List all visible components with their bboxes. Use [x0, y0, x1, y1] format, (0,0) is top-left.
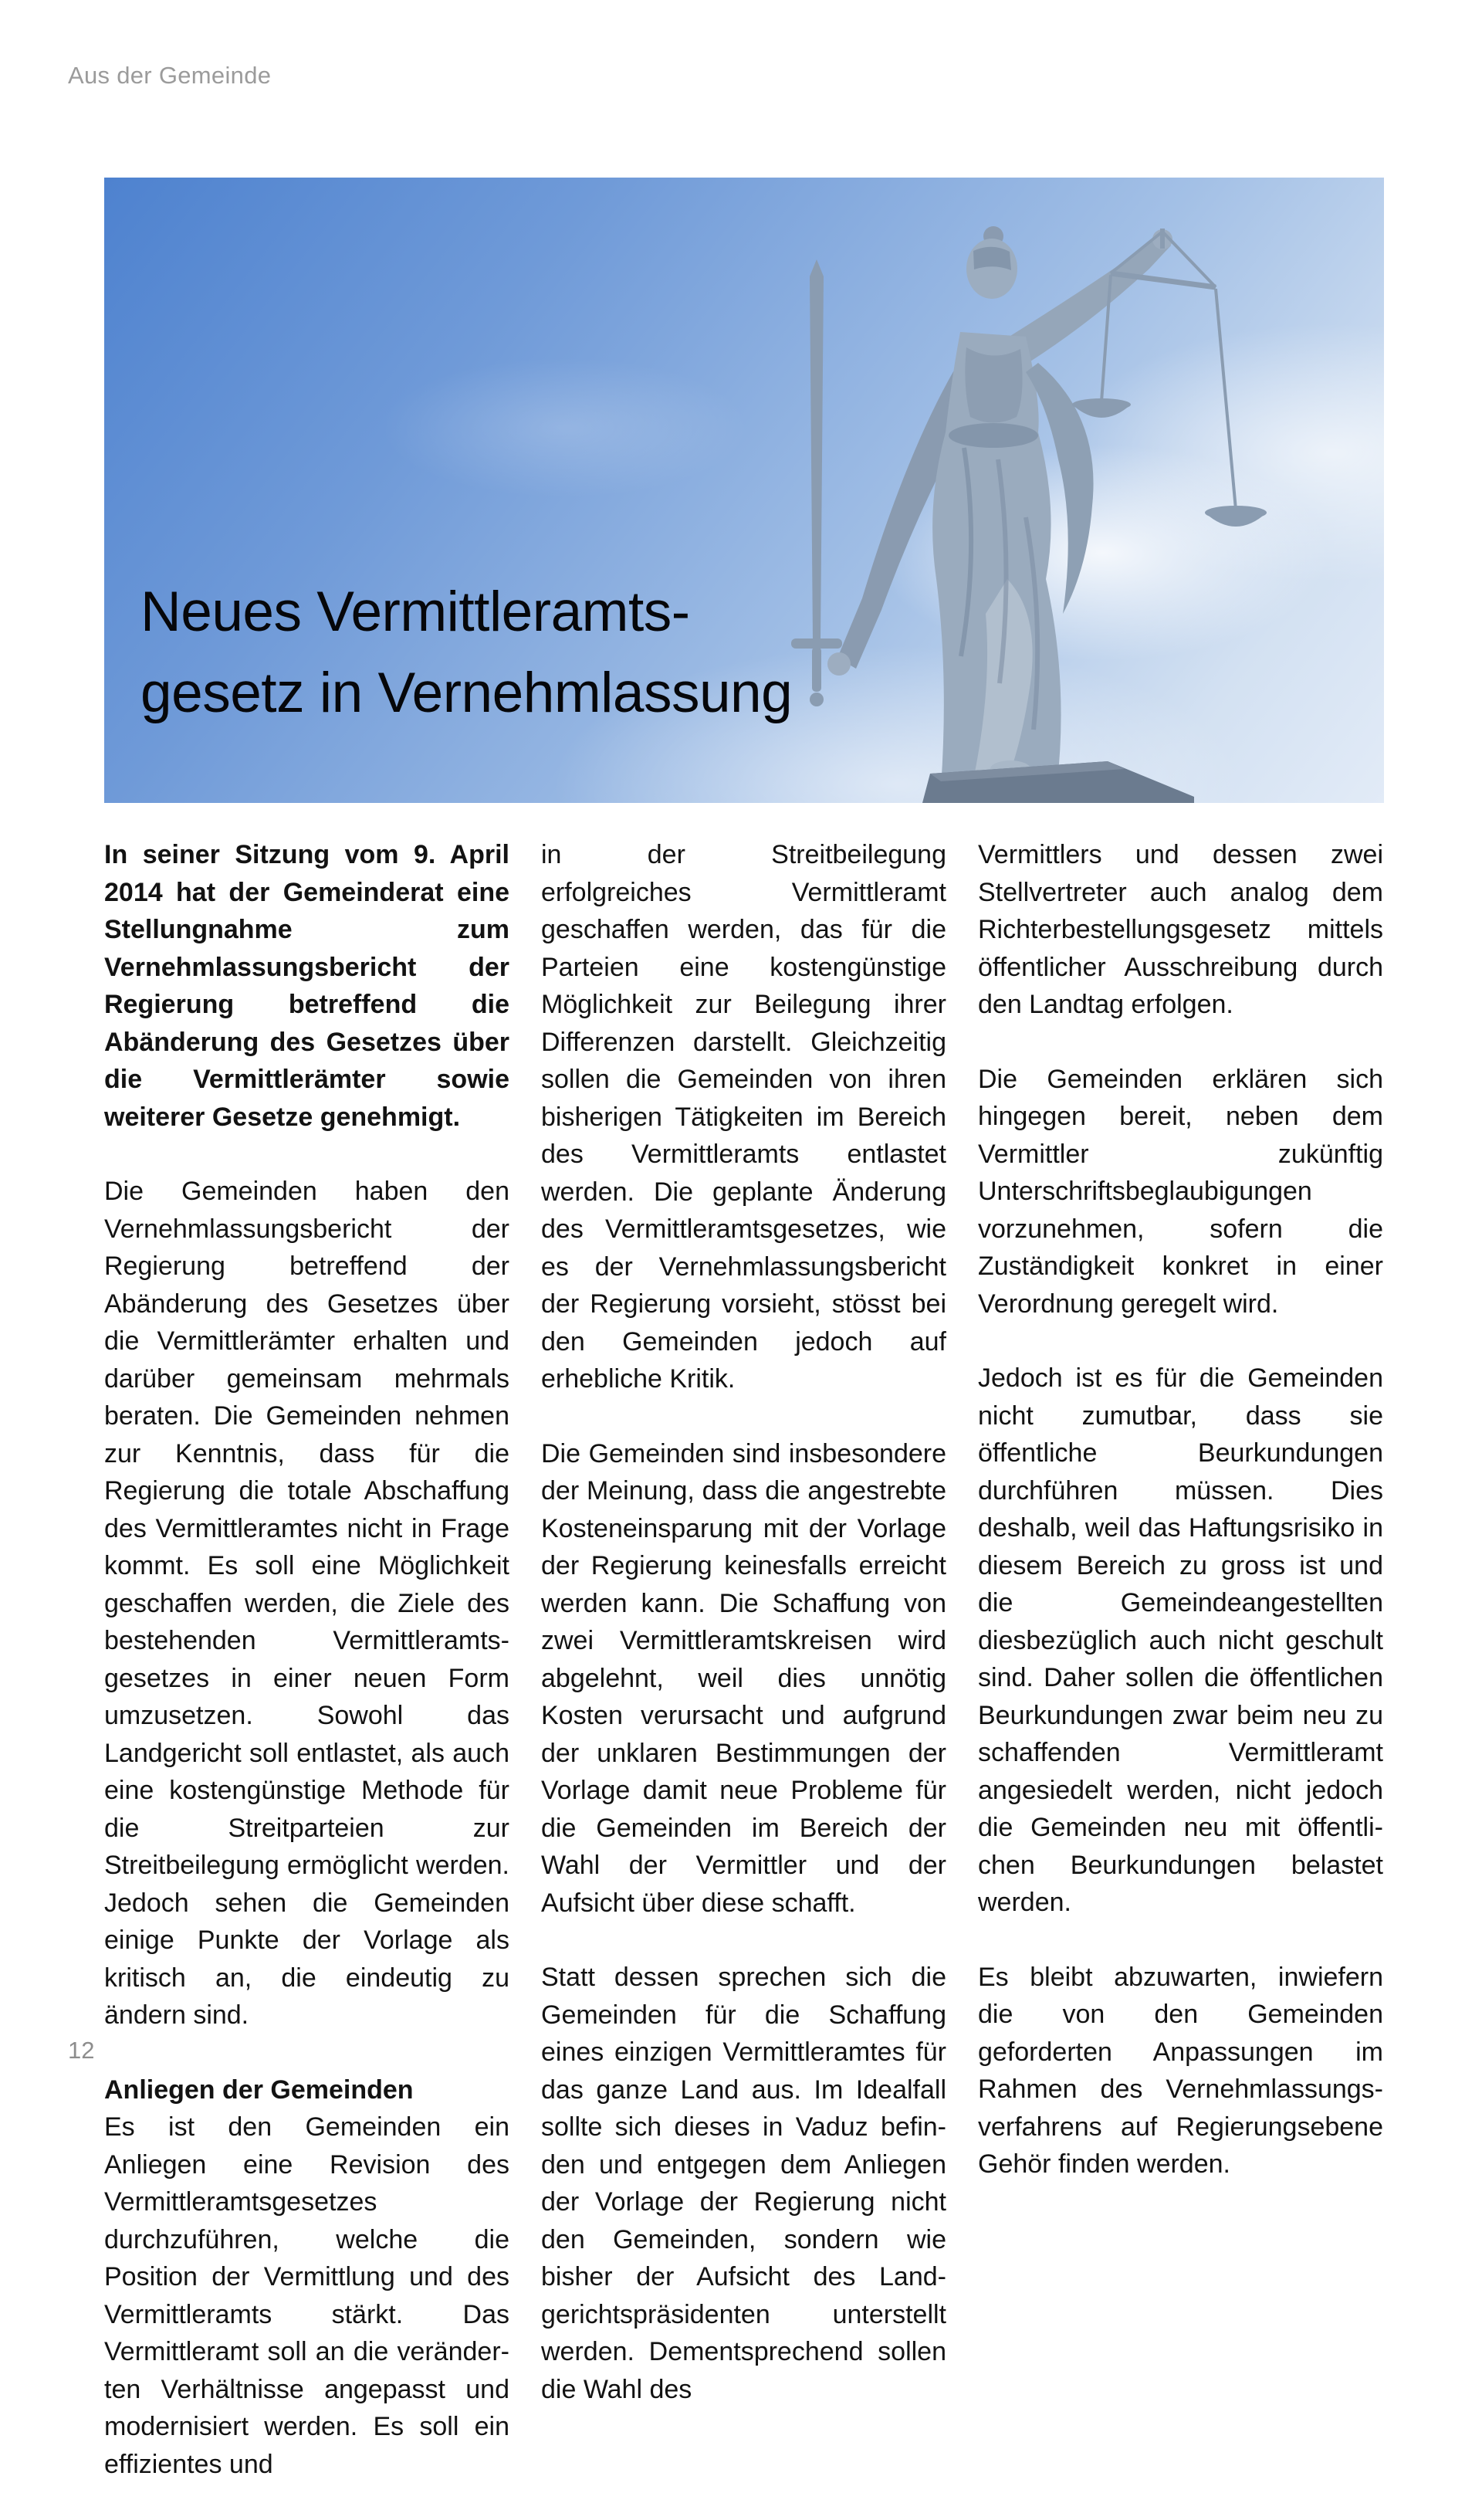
subheading: Anliegen der Gemeinden [104, 2075, 414, 2105]
lead-paragraph: In seiner Sitzung vom 9. April 2014 hat der Gemeinderat eine Stellungnahme zum Vernehmlassungsbericht der Regierung betreffend die Abänderung des Gesetzes über die Vermittlerämter sowie weiterer Gesetze genehmigt. [104, 840, 509, 1132]
body-paragraph: Vermittlers und dessen zwei Stellvertreter auch analog dem Richterbestellungsgesetz mittels öffentlicher Ausschreibung durch den Landtag erfolgen. [978, 840, 1383, 1019]
article-column-3 [978, 836, 1383, 2520]
body-paragraph: Es ist den Gemeinden ein Anliegen eine Revision des Vermittleramtsgesetzes durchzuführen, welche die Position der Vermittlung und des Vermittleramts stärkt. Das Vermittleramt soll an die veränderten Verhältnisse angepasst und modernisiert werden. Es soll ein effizientes und [104, 2112, 509, 2479]
body-paragraph: Die Gemeinden sind insbesondere der Meinung, dass die angestrebte Kosteneinsparung mit der Vorlage der Regierung keinesfalls erreicht werden kann. Die Schaffung von zwei Vermittleramtskreisen wird abgelehnt, weil dies unnötig Kosten verursacht und aufgrund der unklaren Bestimmungen der Vorlage damit neue Probleme für die Gemeinden im Bereich der Wahl der Vermittler und der Aufsicht über diese schafft. [541, 1438, 946, 1918]
body-paragraph: Statt dessen sprechen sich die Gemeinden für die Schaffung eines einzigen Vermittleramtes für das ganze Land aus. Im Idealfall sollte sich dieses in Vaduz befinden und entgegen dem Anliegen der Vorlage der Regierung nicht den Gemeinden, sondern wie bisher der Aufsicht des Landgerichtspräsidenten unterstellt werden. Dementsprechend sollen die Wahl des [541, 1963, 946, 2404]
page-number: 12 [68, 2037, 95, 2064]
body-paragraph: in der Streitbeilegung erfolgreiches Vermittleramt geschaffen werden, das für die Parteien eine kostengünstige Möglichkeit zur Beilegung ihrer Differenzen darstellt. Gleichzeitig sollen die Gemeinden von ihren bisherigen Tätigkeiten im Bereich des Vermittleramts entlastet werden. Die geplante Änderung des Vermittleramtsgesetzes, wie es der Vernehmlassungsbericht der Regierung vorsieht, stösst bei den Gemeinden jedoch auf erhebliche Kritik. [541, 840, 946, 1394]
article-title [140, 571, 792, 733]
section-label: Aus der Gemeinde [68, 62, 272, 89]
article-column-2 [541, 836, 946, 2520]
body-paragraph: Die Gemeinden erklären sich hingegen bereit, neben dem Vermittler zukünftig Unterschriftsbeglaubigungen vorzunehmen, sofern die Zuständigkeit konkret in einer Verordnung geregelt wird. [978, 1064, 1383, 1319]
statue-figure [827, 226, 1172, 788]
article-title-line2: gesetz in Vernehmlassung [140, 662, 793, 724]
article-column-1 [104, 836, 509, 2520]
justitia-statue-illustration [739, 178, 1379, 803]
article-title-line1: Neues Vermittleramts- [140, 581, 690, 643]
body-paragraph: Es bleibt abzuwarten, inwiefern die von den Gemeinden geforderten Anpassungen im Rahmen des Vernehmlassungsverfahrens auf Regierungsebene Gehör finden werden. [978, 1962, 1383, 2179]
body-paragraph: Jedoch ist es für die Gemeinden nicht zumutbar, dass sie öffentliche Beurkundungen durchführen müssen. Dies deshalb, weil das Haftungsrisiko in diesem Bereich zu gross ist und die Gemeindeangestellten diesbezüglich auch nicht geschult sind. Daher sollen die öffentlichen Beurkundungen zwar beim neu zu schaffenden Vermittleramt angesiedelt werden, nicht jedoch die Gemeinden neu mit öffentlichen Beurkundungen belastet werden. [978, 1363, 1383, 1917]
sword-icon [791, 259, 842, 706]
body-paragraph: Die Gemeinden haben den Vernehmlassungsbericht der Regierung betreffend der Abänderung des Gesetzes über die Vermittlerämter erhalten und darüber gemeinsam mehrmals beraten. Die Gemeinden nehmen zur Kenntnis, dass für die Regierung die totale Abschaffung des Vermittleramtes nicht in Frage kommt. Es soll eine Möglichkeit geschaffen werden, die Ziele des bestehenden Vermittleramtsgesetzes in einer neuen Form umzusetzen. Sowohl das Landgericht soll entlastet, als auch eine kostengünstige Methode für die Streitparteien zur Streitbeilegung ermöglicht werden. Jedoch sehen die Gemeinden einige Punkte der Vorlage als kritisch an, die eindeutig zu ändern sind. [104, 1177, 509, 2030]
scales-icon [1072, 229, 1267, 527]
article-body [104, 836, 1384, 2520]
hero-image [104, 178, 1384, 803]
